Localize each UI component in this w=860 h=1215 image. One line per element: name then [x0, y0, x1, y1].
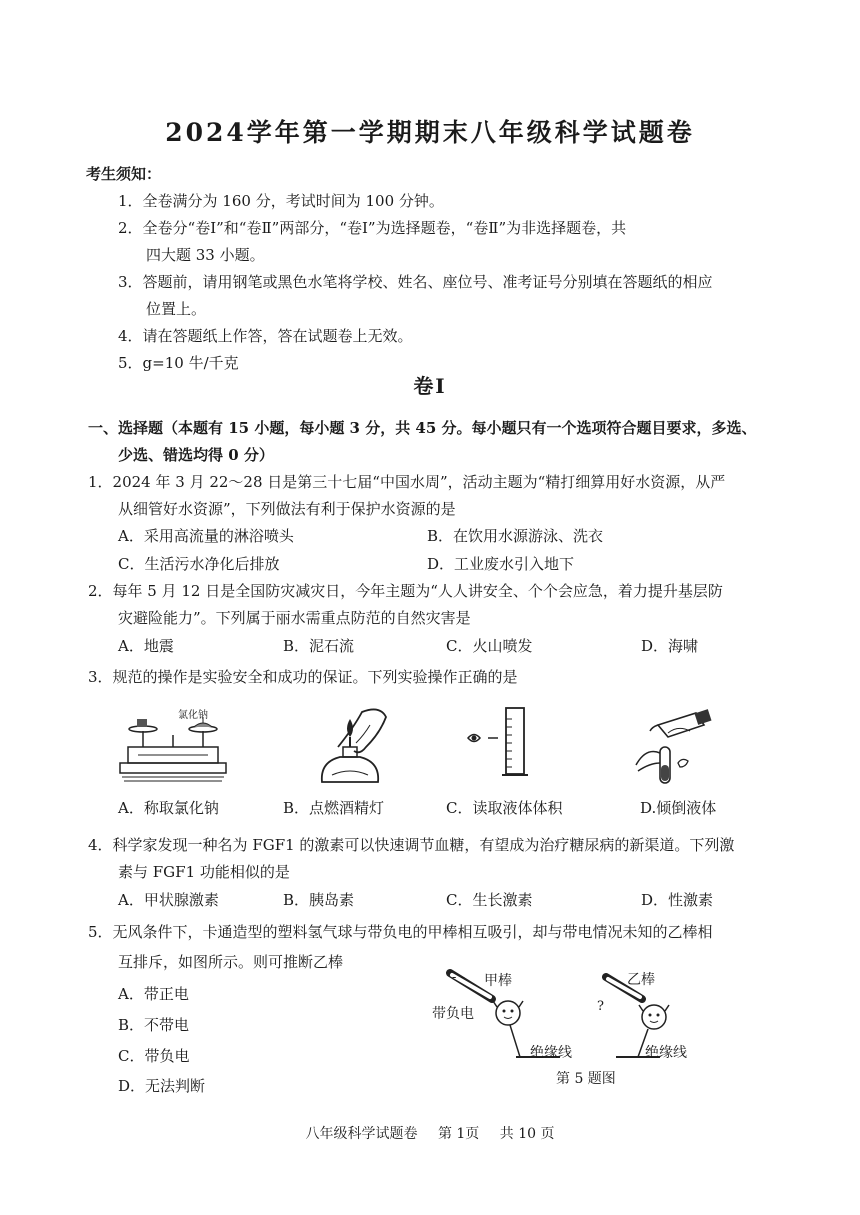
question-5-option-a: A．带正电	[118, 985, 189, 1003]
question-5-option-b: B．不带电	[118, 1016, 190, 1034]
question-4-option-d: D．性激素	[641, 891, 714, 909]
question-3-option-d: D.倾倒液体	[640, 799, 717, 817]
question-3-option-a: A．称取氯化钠	[118, 799, 219, 817]
question-1-option-b: B．在饮用水源游泳、洗衣	[427, 527, 604, 545]
question-4-option-a: A．甲状腺激素	[118, 891, 219, 909]
question-2-option-b: B．泥石流	[283, 637, 355, 655]
negative-charge-label: 带负电	[432, 1006, 474, 1022]
question-4-option-c: C．生长激素	[446, 891, 533, 909]
page-title: 2024学年第一学期期末八年级科学试题卷	[165, 118, 695, 147]
insulator-label-right: 绝缘线	[645, 1045, 687, 1061]
notice-item: 4．请在答题纸上作答，答在试题卷上无效。	[118, 327, 413, 345]
question-4-option-b: B．胰岛素	[283, 891, 355, 909]
question-1-stem-cont: 从细管好水资源”，下列做法有利于保护水资源的是	[118, 500, 456, 518]
section-heading-cont: 少选、错选均得 0 分）	[118, 446, 274, 464]
question-3-option-c: C．读取液体体积	[446, 799, 563, 817]
balance-figure	[118, 705, 228, 785]
volume-title: 卷Ⅰ	[413, 374, 447, 398]
graduated-cylinder-figure	[462, 705, 542, 780]
footer-subject: 八年级科学试题卷	[305, 1126, 418, 1142]
question-5-option-d: D．无法判断	[118, 1077, 206, 1095]
rod-a-label: 甲棒	[484, 973, 512, 989]
footer-total: 共 10 页	[499, 1126, 555, 1142]
figure-caption: 第 5 题图	[556, 1071, 616, 1087]
question-3-option-b: B．点燃酒精灯	[283, 799, 385, 817]
question-5-option-c: C．带负电	[118, 1047, 190, 1065]
question-5-stem: 5．无风条件下，卡通造型的塑料氢气球与带负电的甲棒相互吸引，却与带电情况未知的乙棒相	[88, 923, 713, 941]
question-1-option-c: C．生活污水净化后排放	[118, 555, 280, 573]
notice-heading: 考生须知：	[86, 165, 162, 183]
footer-page: 第 1页	[437, 1126, 480, 1142]
question-4-stem-cont: 素与 FGF1 功能相似的是	[118, 863, 290, 881]
question-1-stem: 1．2024 年 3 月 22～28 日是第三十七届“中国水周”，活动主题为“精打细算用好水资源，从严	[88, 473, 726, 491]
insulator-label-left: 绝缘线	[530, 1045, 572, 1061]
question-mark: ?	[597, 999, 604, 1014]
question-2-stem-cont: 灾避险能力”。下列属于丽水需重点防范的自然灾害是	[118, 609, 471, 627]
question-2-option-a: A．地震	[118, 637, 174, 655]
question-1-option-a: A．采用高流量的淋浴喷头	[118, 527, 294, 545]
minus-sign: - -	[452, 970, 465, 985]
question-2-option-c: C．火山喷发	[446, 637, 533, 655]
page-footer	[0, 1123, 860, 1143]
notice-item: 3．答题前，请用钢笔或黑色水笔将学校、姓名、座位号、准考证号分别填在答题纸的相应	[118, 273, 713, 291]
pouring-liquid-figure	[628, 707, 723, 787]
section-heading: 一、选择题（本题有 15 小题，每小题 3 分，共 45 分。每小题只有一个选项符合题目要求，多选、	[88, 419, 757, 437]
question-2-option-d: D．海啸	[641, 637, 699, 655]
question-5-stem-cont: 互排斥，如图所示。则可推断乙棒	[118, 953, 344, 971]
question-2-stem: 2．每年 5 月 12 日是全国防灾减灾日，今年主题为“人人讲安全、个个会应急，着力提升基层防	[88, 582, 723, 600]
nacl-label: 氯化钠	[178, 710, 208, 721]
question-1-option-d: D．工业废水引入地下	[427, 555, 575, 573]
question-3-stem: 3．规范的操作是实验安全和成功的保证。下列实验操作正确的是	[88, 668, 518, 686]
notice-item: 四大题 33 小题。	[146, 246, 265, 264]
rod-b-label: 乙棒	[627, 972, 655, 988]
question-4-stem: 4．科学家发现一种名为 FGF1 的激素可以快速调节血糖，有望成为治疗糖尿病的新渠道。下列激	[88, 836, 735, 854]
notice-item: 1．全卷满分为 160 分，考试时间为 100 分钟。	[118, 192, 444, 210]
notice-item: 5．g=10 牛/千克	[118, 354, 239, 372]
notice-item: 2．全卷分“卷Ⅰ”和“卷Ⅱ”两部分，“卷Ⅰ”为选择题卷，“卷Ⅱ”为非选择题卷，共	[118, 219, 627, 237]
alcohol-lamp-figure	[310, 707, 390, 787]
notice-item: 位置上。	[146, 300, 207, 318]
